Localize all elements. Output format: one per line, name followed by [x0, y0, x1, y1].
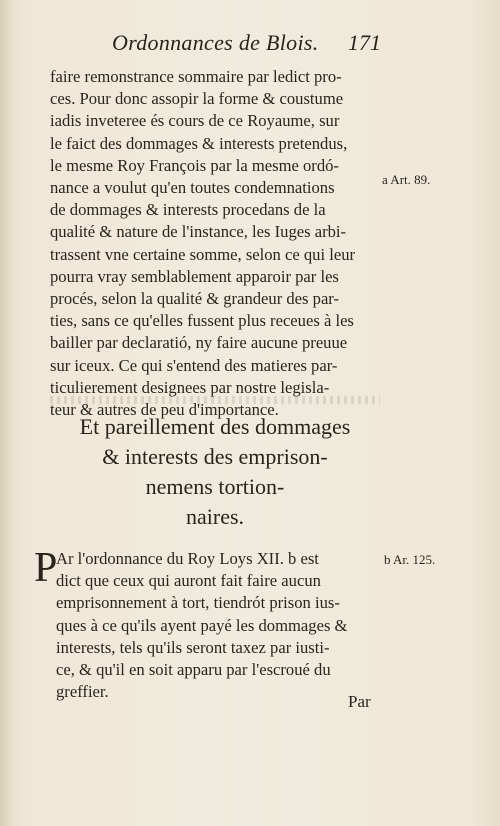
text-line: sur iceux. Ce qui s'entend des matieres par-: [50, 355, 338, 375]
margin-note-art-89: a Art. 89.: [382, 172, 431, 187]
text-line: procés, selon la qualité & grandeur des par-: [50, 289, 340, 309]
text-line: ce, & qu'il en soit apparu par l'escroué du: [56, 660, 331, 680]
text-line: nance a voulut qu'en toutes condemnations: [50, 178, 335, 198]
text-line: ques à ce qu'ils ayent payé les dommages &: [56, 615, 348, 635]
text-line: dict que ceux qui auront fait faire aucun: [56, 571, 321, 591]
text-line: emprisonnement à tort, tiendrót prison ius-: [56, 593, 340, 613]
heading-line: & interests des emprison-: [102, 444, 328, 469]
heading-line: nemens tortion-: [145, 474, 285, 499]
page-number: 171: [348, 30, 381, 55]
heading-line: naires.: [185, 504, 245, 529]
drop-capital: P: [34, 545, 58, 591]
text-line: bailler par declaratió, ny faire aucune preuue: [50, 333, 348, 353]
text-line: de dommages & interests procedans de la: [50, 200, 326, 220]
margin-note-ar-125: b Ar. 125.: [384, 552, 436, 567]
text-line: Ar l'ordonnance du Roy Loys XII. b est: [56, 549, 319, 568]
paragraph-1: [50, 66, 380, 421]
text-line: teur & autres de peu d'importance.: [50, 400, 279, 420]
text-line: pourra vray semblablement apparoir par les: [50, 266, 339, 286]
show-through-ink: [50, 396, 380, 404]
text-line: ticulierement designees par nostre legisla-: [50, 377, 330, 397]
text-line: ces. Pour donc assopir la forme & coustume: [50, 89, 344, 109]
text-line: ties, sans ce qu'elles fussent plus receues à les: [50, 311, 354, 331]
text-line: iadis inveteree és cours de ce Royaume, sur: [50, 111, 340, 131]
text-line: trassent vne certaine somme, selon ce qui leur: [50, 244, 356, 264]
catchword: Par: [348, 692, 371, 711]
running-head-title: Ordonnances de Blois.: [112, 30, 319, 55]
text-line: interests, tels qu'ils seront taxez par iusti-: [56, 637, 330, 657]
text-line: le mesme Roy François par la mesme ordó-: [50, 155, 339, 175]
text-line: greffier.: [56, 682, 109, 702]
section-heading: [50, 412, 380, 532]
heading-line: Et pareillement des dommages: [79, 414, 351, 439]
text-line: qualité & nature de l'instance, les Iuges arbi-: [50, 222, 347, 242]
text-line: faire remonstrance sommaire par ledict pro-: [50, 67, 342, 86]
paragraph-2: [34, 545, 384, 703]
page-gutter-shadow: [0, 0, 14, 826]
text-line: le faict des dommages & interests pretendus,: [50, 133, 348, 153]
